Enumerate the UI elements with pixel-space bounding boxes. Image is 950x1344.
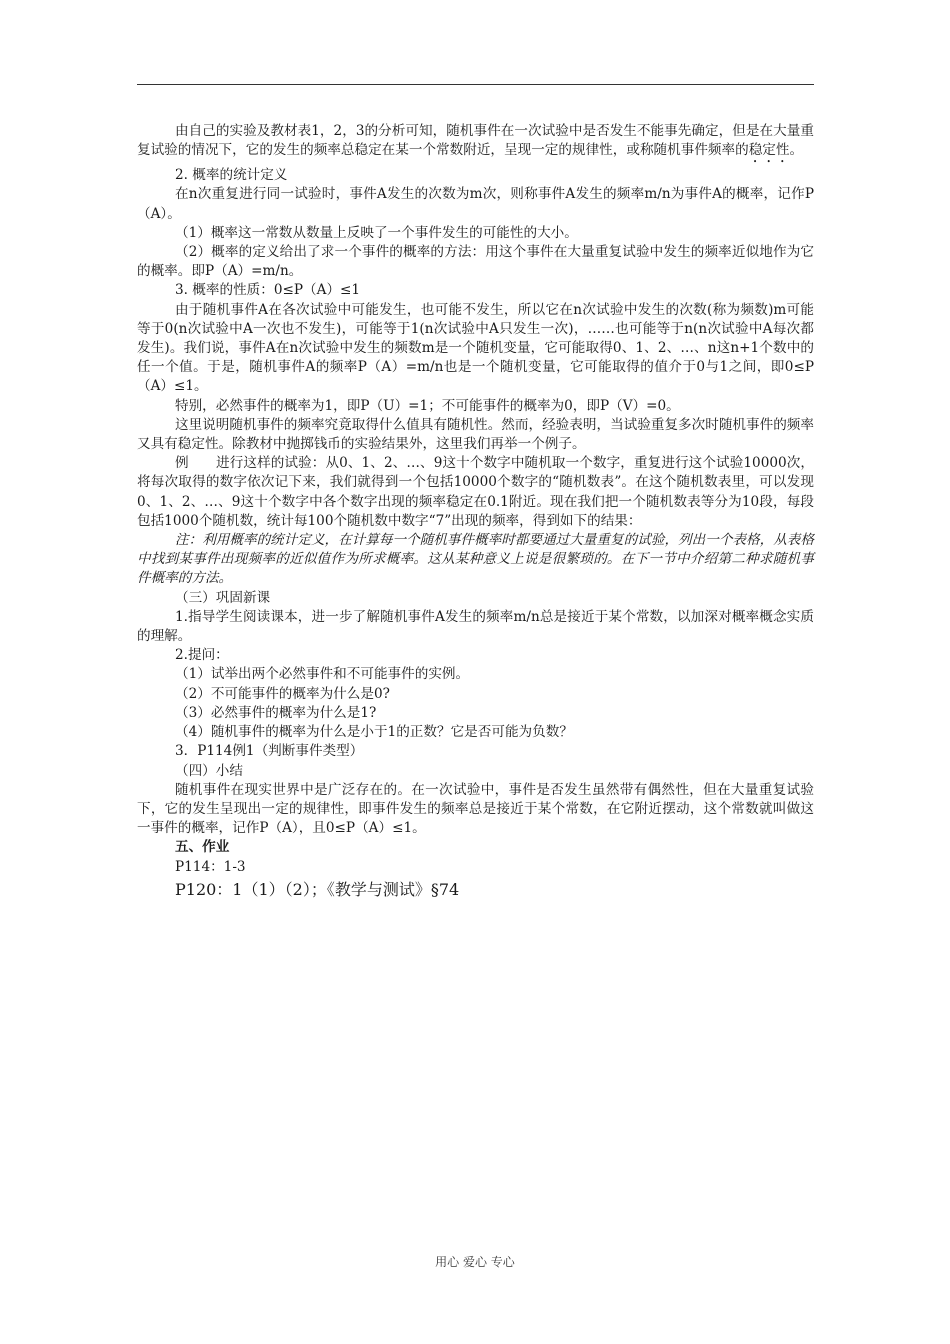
paragraph-special: 特别，必然事件的概率为1，即P（U）=1；不可能事件的概率为0，即P（V）=0。 [175,397,680,414]
paragraph-text: 由自己的实验及教材表1，2，3的分析可知，随机事件在一次试验中是否发生不能事先确定，但是在大量重复试验的情况下，它的发生的频率总稳定在某一个常数附近，呈现一定的规律性，或称随机事件频率的 [137,123,814,159]
paragraph-definition: 在n次重复进行同一试验时，事件A发生的次数为m次，则称事件A发生的频率m/n为事件A的概率，记作P（A）。 [137,186,814,222]
paragraph-note-1: （1）概率这一常数从数量上反映了一个事件发生的可能性的大小。 [175,224,578,241]
paragraph-example-ref: 3．P114例1（判断事件类型） [175,743,364,760]
section-heading-summary: （四）小结 [175,762,243,779]
page-footer: 用心 爱心 专心 [435,1255,515,1269]
question-4: （4）随机事件的概率为什么是小于1的正数？它是否可能为负数？ [175,724,573,741]
paragraph-questions: 2.提问： [175,647,229,664]
question-2: （2）不可能事件的概率为什么是0? [175,685,390,702]
section-heading-properties: 3. 概率的性质：0≤P（A）≤1 [175,282,361,299]
homework-item-2: P120：1（1）（2）；《教学与测试》§74 [175,879,460,899]
emphasized-term: 稳定性 [748,142,790,159]
paragraph-frequency: 由于随机事件A在各次试验中可能发生，也可能不发生，所以它在n次试验中发生的次数(称为频数)m可能等于0(n次试验中A一次也不发生)，可能等于1(n次试验中A只发生一次)，……也可能等于n(n次试验中A每次都发生)。我们说，事件A在n次试验中发生的频数m是一个随机变量，它可能取得0、1、2、…、n这n+1个数中的任一个值。于是，随机事件A的频率P（A）=m/n也是一个随机变量，它可能取得的值介于0与1之间，即0≤P （A）≤1。 [137,301,814,395]
question-3: （3）必然事件的概率为什么是1? [175,704,377,721]
paragraph-reading: 1.指导学生阅读课本，进一步了解随机事件A发生的频率m/n总是接近于某个常数，以加深对概率概念实质的理解。 [137,608,814,645]
header-rule [137,84,814,85]
paragraph-summary: 随机事件在现实世界中是广泛存在的。在一次试验中，事件是否发生虽然带有偶然性，但在大量重复试验下，它的发生呈现出一定的规律性，即事件发生的频率总是接近于某个常数，在它附近摆动，这个常数就叫做这一事件的概率，记作P（A），且0≤P（A）≤1。 [137,781,814,837]
paragraph-remark: 注：利用概率的统计定义，在计算每一个随机事件概率时都要通过大量重复的试验，列出一个表格，从表格中找到某事件出现频率的近似值作为所求概率。这从某种意义上说是很繁琐的。在下一节中介绍第二种求随机事件概率的方法。 [137,532,814,587]
paragraph-note-2: （2）概率的定义给出了求一个事件的概率的方法：用这个事件在大量重复试验中发生的频率近似地作为它的概率。即P（A）=m/n。 [137,244,814,280]
section-heading-definition: 2. 概率的统计定义 [175,167,288,184]
paragraph-randomness: 这里说明随机事件的频率究竟取得什么值具有随机性。然而，经验表明，当试验重复多次时随机事件的频率又具有稳定性。除教材中抛掷钱币的实验结果外，这里我们再举一个例子。 [137,416,814,453]
section-heading-homework: 五、作业 [175,839,230,856]
homework-item-1: P114：1-3 [175,858,246,875]
paragraph-end: 。 [789,142,804,159]
document-body [137,122,814,901]
paragraph-example: 例 进行这样的试验：从0、1、2、…、9这十个数字中随机取一个数字，重复进行这个试验10000次，将每次取得的数字依次记下来，我们就得到一个包括10000个数字的“随机数表”。在这个随机数表里，可以发现0、1、2、…、9这十个数字中各个数字出现的频率稳定在0.1附近。现在我们把一个随机数表等分为10段，每段包括1000个随机数，统计每100个随机数中数字“7”出现的频率，得到如下的结果： [137,455,814,529]
section-heading-consolidate: （三）巩固新课 [175,589,271,606]
paragraph-stability [137,122,814,166]
question-1: （1）试举出两个必然事件和不可能事件的实例。 [175,666,470,683]
